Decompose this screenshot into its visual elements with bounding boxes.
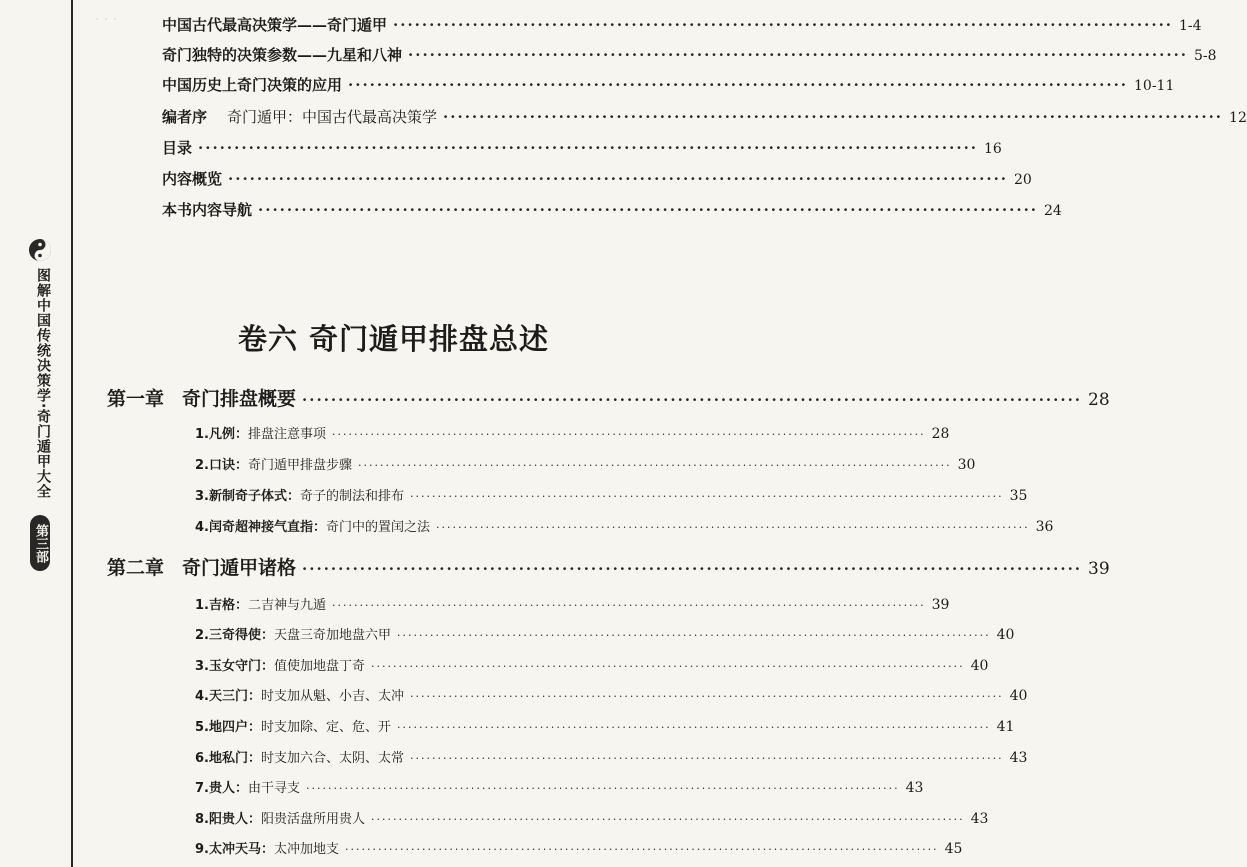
leader-dots: ············································································································	[302, 391, 1083, 409]
toc-entry[interactable]	[195, 624, 1015, 643]
page-number: 39	[1088, 559, 1110, 579]
toc-entry[interactable]	[195, 685, 1028, 704]
entry-title: 2.三奇得使：	[195, 628, 274, 643]
yin-yang-icon	[28, 238, 52, 262]
toc-title: 内容概览	[162, 170, 223, 188]
leader-dots: ············································································································	[345, 843, 939, 856]
leader-dots: ············································································································	[348, 76, 1129, 94]
toc-entry[interactable]	[195, 808, 989, 827]
entry-desc: 时支加从魁、小吉、太冲	[260, 689, 404, 704]
entry-title: 8.阳贵人：	[195, 812, 261, 827]
page-number: 24	[1044, 203, 1062, 219]
entry-desc: 奇门中的置闰之法	[325, 520, 430, 535]
toc-entry[interactable]	[195, 485, 1028, 504]
leader-dots: ············································································································	[443, 108, 1224, 126]
page-number: 28	[931, 426, 950, 442]
page-number: 12	[1229, 110, 1247, 126]
leader-dots: ············································································································	[198, 139, 979, 157]
leader-dots: ············································································································	[332, 428, 926, 441]
toc-entry[interactable]	[195, 838, 963, 857]
leader-dots: ············································································································	[306, 782, 900, 795]
leader-dots: ············································································································	[410, 490, 1004, 503]
toc-entry[interactable]	[195, 516, 1054, 535]
toc-title: 中国古代最高决策学——奇门遁甲	[162, 16, 388, 34]
leader-dots: ············································································································	[410, 752, 1004, 765]
entry-title: 4.天三门：	[195, 689, 261, 704]
toc-row-front[interactable]	[162, 14, 1202, 35]
bleed-through: · · ·	[95, 12, 118, 28]
leader-dots: ············································································································	[258, 201, 1039, 219]
leader-dots: ············································································································	[393, 16, 1174, 34]
toc-title: 奇门独特的决策参数——九星和八神	[162, 46, 403, 64]
entry-title: 5.地四户：	[195, 720, 261, 735]
toc-title: 目录	[162, 139, 193, 157]
entry-title: 7.贵人：	[195, 781, 248, 796]
toc-entry[interactable]	[195, 716, 1015, 735]
toc-row-front[interactable]	[162, 44, 1217, 65]
page-number: 5-8	[1194, 48, 1217, 64]
entry-desc: 太冲加地支	[273, 842, 339, 857]
toc-subtitle: 奇门遁甲：中国古代最高决策学	[227, 108, 438, 126]
volume-badge: 第三部	[30, 515, 50, 571]
page-number: 40	[1009, 688, 1028, 704]
toc-row-front[interactable]	[162, 137, 1002, 158]
page-number: 1-4	[1179, 18, 1202, 34]
entry-desc: 排盘注意事项	[247, 427, 326, 442]
entry-desc: 天盘三奇加地盘六甲	[273, 628, 391, 643]
entry-desc: 由干寻支	[247, 781, 300, 796]
leader-dots: ············································································································	[397, 629, 991, 642]
page-number: 40	[996, 627, 1015, 643]
toc-entry[interactable]	[195, 777, 924, 796]
page-number: 20	[1014, 172, 1032, 188]
entry-title: 3.新制奇子体式：	[195, 489, 300, 504]
section-title: 卷六 奇门遁甲排盘总述	[237, 322, 550, 356]
leader-dots: ············································································································	[436, 521, 1030, 534]
toc-entry[interactable]	[195, 747, 1028, 766]
chapter-number: 第二章	[107, 557, 165, 579]
page-number: 35	[1009, 488, 1028, 504]
leader-dots: ············································································································	[371, 660, 965, 673]
entry-title: 1.凡例：	[195, 427, 248, 442]
toc-row-front[interactable]	[162, 106, 1247, 127]
page-number: 36	[1035, 519, 1054, 535]
page-number: 28	[1088, 390, 1110, 410]
leader-dots: ············································································································	[228, 170, 1009, 188]
entry-title: 6.地私门：	[195, 751, 261, 766]
leader-dots: ············································································································	[332, 599, 926, 612]
entry-desc: 奇门遁甲排盘步骤	[247, 458, 352, 473]
leader-dots: ············································································································	[410, 690, 1004, 703]
entry-title: 4.闰奇超神接气直指：	[195, 520, 326, 535]
toc-entry[interactable]	[195, 655, 989, 674]
leader-dots: ············································································································	[371, 813, 965, 826]
chapter-title: 奇门遁甲诸格	[182, 557, 297, 579]
page-number: 43	[1009, 750, 1028, 766]
entry-desc: 值使加地盘丁奇	[273, 659, 365, 674]
page-number: 39	[931, 597, 950, 613]
toc-row-front[interactable]	[162, 74, 1175, 95]
entry-title: 9.太冲天马：	[195, 842, 274, 857]
entry-desc: 时支加六合、太阴、太常	[260, 751, 404, 766]
toc-row-front[interactable]	[162, 199, 1062, 220]
entry-desc: 时支加除、定、危、开	[260, 720, 391, 735]
chapter-number: 第一章	[107, 388, 165, 410]
leader-dots: ············································································································	[358, 459, 952, 472]
leader-dots: ············································································································	[302, 560, 1083, 578]
toc-row-front[interactable]	[162, 168, 1032, 189]
entry-title: 3.玉女守门：	[195, 659, 274, 674]
toc-title: 本书内容导航	[162, 201, 253, 219]
page-number: 30	[957, 457, 976, 473]
chapter-row[interactable]	[107, 384, 1110, 411]
toc-entry[interactable]	[195, 423, 950, 442]
page-number: 40	[970, 658, 989, 674]
entry-title: 2.口诀：	[195, 458, 248, 473]
page-number: 16	[984, 141, 1002, 157]
entry-desc: 奇子的制法和排布	[299, 489, 404, 504]
toc-title: 编者序	[162, 108, 208, 126]
leader-dots: ············································································································	[397, 721, 991, 734]
toc-entry[interactable]	[195, 454, 976, 473]
page-number: 43	[970, 811, 989, 827]
page-border	[71, 0, 73, 867]
leader-dots: ············································································································	[408, 46, 1189, 64]
entry-desc: 阳贵活盘所用贵人	[260, 812, 365, 827]
page-number: 10-11	[1134, 78, 1175, 94]
toc-title: 中国历史上奇门决策的应用	[162, 76, 343, 94]
chapter-title: 奇门排盘概要	[182, 388, 297, 410]
entry-title: 1.吉格：	[195, 598, 248, 613]
entry-desc: 二吉神与九遁	[247, 598, 326, 613]
page-number: 43	[905, 780, 924, 796]
toc-entry[interactable]	[195, 594, 950, 613]
chapter-row[interactable]	[107, 553, 1110, 580]
page-number: 45	[944, 841, 963, 857]
spine-title: 图解中国传统决策学·奇门遁甲大全	[35, 268, 51, 500]
page-number: 41	[996, 719, 1015, 735]
